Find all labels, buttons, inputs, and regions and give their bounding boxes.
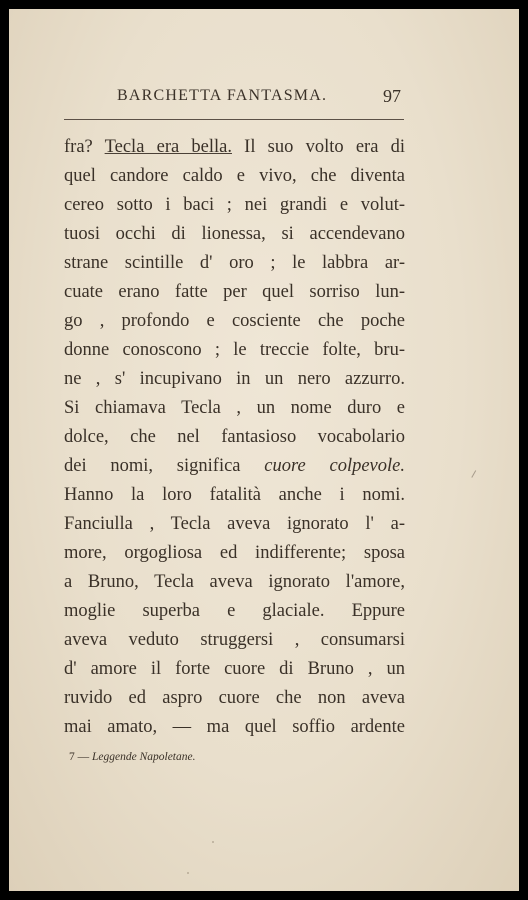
paper-speck [187,872,189,874]
italic-text: cuore colpevole. [264,456,405,476]
header-rule [64,119,404,120]
text-line: cereo sotto i baci ; nei grandi e volut- [64,195,405,215]
text-line: a Bruno, Tecla aveva ignorato l'amore, [64,572,405,592]
text-line: ne , s' incupivano in un nero azzurro. [64,369,405,389]
text-line: fra? Tecla era bella. Il suo volto era di [64,137,405,157]
text-line: ruvido ed aspro cuore che non aveva [64,688,405,708]
signature-mark: 7 — Leggende Napoletane. [69,751,196,763]
text-line: d' amore il forte cuore di Bruno , un [64,659,405,679]
text-line: Fanciulla , Tecla aveva ignorato l' a- [64,514,405,534]
text-line: mai amato, — ma quel soffio ardente [64,717,405,737]
running-title: BARCHETTA FANTASMA. [117,87,328,104]
text-line: aveva veduto struggersi , consumarsi [64,630,405,650]
text-line: dolce, che nel fantasioso vocabolario [64,427,405,447]
text-line: go , profondo e cosciente che poche [64,311,405,331]
text-line: tuosi occhi di lionessa, si accendevano [64,224,405,244]
page-number: 97 [383,86,401,106]
signature-title: Leggende Napoletane. [92,751,196,763]
text-line: more, orgogliosa ed indifferente; sposa [64,543,405,563]
text-line: donne conoscono ; le treccie folte, bru- [64,340,405,360]
text-line: moglie superba e glaciale. Eppure [64,601,405,621]
text-line: strane scintille d' oro ; le labbra ar- [64,253,405,273]
paper-speck [212,841,214,843]
text-line: dei nomi, significa cuore colpevole. [64,456,405,476]
stray-pencil-mark [471,470,479,479]
text-line: cuate erano fatte per quel sorriso lun- [64,282,405,302]
text-line: Hanno la loro fatalità anche i nomi. [64,485,405,505]
body-text [64,133,405,742]
text-line: Si chiamava Tecla , un nome duro e [64,398,405,418]
running-head [117,87,404,111]
underlined-text: Tecla era bella. [104,137,232,157]
book-page [9,9,519,891]
text-line: quel candore caldo e vivo, che diventa [64,166,405,186]
